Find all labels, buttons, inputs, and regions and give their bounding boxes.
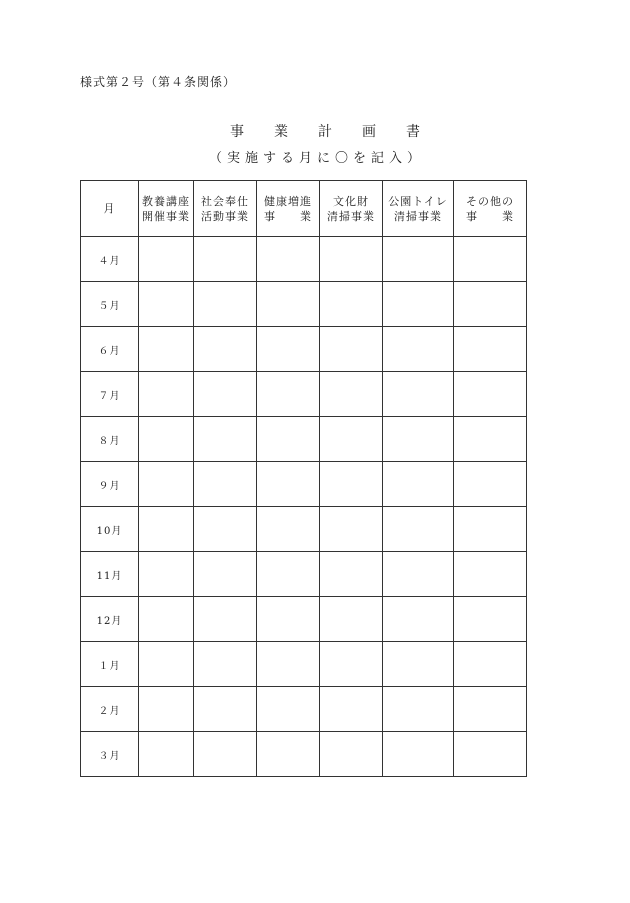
entry-cell-cultural-property[interactable]: [320, 417, 383, 462]
entry-cell-cultural-property[interactable]: [320, 597, 383, 642]
table-row: [81, 687, 527, 732]
entry-cell-health[interactable]: [257, 372, 320, 417]
entry-cell-social-service[interactable]: [194, 507, 257, 552]
table-row: [81, 642, 527, 687]
header-row: [81, 181, 527, 237]
column-header-education: [139, 181, 194, 237]
entry-cell-health[interactable]: [257, 642, 320, 687]
entry-cell-education[interactable]: [139, 462, 194, 507]
entry-cell-health[interactable]: [257, 462, 320, 507]
entry-cell-park-toilet[interactable]: [383, 237, 454, 282]
column-header-line: 公園トイレ: [388, 194, 448, 208]
entry-cell-park-toilet[interactable]: [383, 597, 454, 642]
table-row: [81, 327, 527, 372]
entry-cell-health[interactable]: [257, 687, 320, 732]
column-header-social-service: [194, 181, 257, 237]
business-plan-table: [80, 180, 527, 777]
entry-cell-education[interactable]: [139, 507, 194, 552]
entry-cell-other[interactable]: [454, 642, 527, 687]
table-row: [81, 462, 527, 507]
entry-cell-social-service[interactable]: [194, 552, 257, 597]
table-row: [81, 732, 527, 777]
entry-cell-social-service[interactable]: [194, 687, 257, 732]
entry-cell-park-toilet[interactable]: [383, 462, 454, 507]
entry-cell-park-toilet[interactable]: [383, 372, 454, 417]
column-header-line: 事 業: [264, 209, 312, 223]
month-label: ９月: [81, 462, 139, 507]
column-header-cultural-property: [320, 181, 383, 237]
month-label: １月: [81, 642, 139, 687]
entry-cell-park-toilet[interactable]: [383, 687, 454, 732]
column-header-line: 文化財: [333, 194, 369, 208]
entry-cell-park-toilet[interactable]: [383, 327, 454, 372]
column-header-other: [454, 181, 527, 237]
entry-cell-education[interactable]: [139, 282, 194, 327]
month-label: 11月: [81, 552, 139, 597]
column-header-line: 開催事業: [142, 209, 190, 223]
table-row: [81, 597, 527, 642]
month-label: ７月: [81, 372, 139, 417]
entry-cell-cultural-property[interactable]: [320, 732, 383, 777]
entry-cell-education[interactable]: [139, 597, 194, 642]
entry-cell-health[interactable]: [257, 237, 320, 282]
month-label: ６月: [81, 327, 139, 372]
column-header-line: 事 業: [466, 209, 514, 223]
column-header-line: 教養講座: [142, 194, 190, 208]
entry-cell-health[interactable]: [257, 507, 320, 552]
entry-cell-park-toilet[interactable]: [383, 642, 454, 687]
entry-cell-health[interactable]: [257, 282, 320, 327]
month-label: ５月: [81, 282, 139, 327]
table-row: [81, 507, 527, 552]
column-header-line: 社会奉仕: [201, 194, 249, 208]
entry-cell-cultural-property[interactable]: [320, 552, 383, 597]
entry-cell-park-toilet[interactable]: [383, 507, 454, 552]
column-header-line: 清掃事業: [394, 209, 442, 223]
entry-cell-education[interactable]: [139, 552, 194, 597]
column-header-line: 健康増進: [264, 194, 312, 208]
entry-cell-park-toilet[interactable]: [383, 417, 454, 462]
month-label: 10月: [81, 507, 139, 552]
entry-cell-other[interactable]: [454, 552, 527, 597]
entry-cell-other[interactable]: [454, 282, 527, 327]
entry-cell-education[interactable]: [139, 732, 194, 777]
entry-cell-park-toilet[interactable]: [383, 732, 454, 777]
entry-cell-social-service[interactable]: [194, 327, 257, 372]
entry-cell-social-service[interactable]: [194, 417, 257, 462]
month-label: ３月: [81, 732, 139, 777]
table-row: [81, 282, 527, 327]
entry-cell-other[interactable]: [454, 732, 527, 777]
column-header-line: 活動事業: [201, 209, 249, 223]
entry-cell-education[interactable]: [139, 237, 194, 282]
column-header-health: [257, 181, 320, 237]
month-label: ８月: [81, 417, 139, 462]
entry-cell-health[interactable]: [257, 732, 320, 777]
entry-cell-other[interactable]: [454, 687, 527, 732]
table-row: [81, 552, 527, 597]
month-label: ２月: [81, 687, 139, 732]
entry-cell-education[interactable]: [139, 372, 194, 417]
entry-cell-cultural-property[interactable]: [320, 687, 383, 732]
entry-cell-other[interactable]: [454, 327, 527, 372]
document-subtitle: （実施する月に〇を記入）: [208, 151, 425, 166]
entry-cell-education[interactable]: [139, 687, 194, 732]
entry-cell-cultural-property[interactable]: [320, 327, 383, 372]
entry-cell-other[interactable]: [454, 417, 527, 462]
month-label: 12月: [81, 597, 139, 642]
entry-cell-social-service[interactable]: [194, 597, 257, 642]
entry-cell-education[interactable]: [139, 417, 194, 462]
entry-cell-education[interactable]: [139, 327, 194, 372]
entry-cell-other[interactable]: [454, 237, 527, 282]
entry-cell-other[interactable]: [454, 462, 527, 507]
entry-cell-other[interactable]: [454, 507, 527, 552]
entry-cell-cultural-property[interactable]: [320, 372, 383, 417]
entry-cell-health[interactable]: [257, 597, 320, 642]
entry-cell-other[interactable]: [454, 372, 527, 417]
entry-cell-other[interactable]: [454, 597, 527, 642]
table-row: [81, 417, 527, 462]
entry-cell-park-toilet[interactable]: [383, 552, 454, 597]
entry-cell-cultural-property[interactable]: [320, 282, 383, 327]
column-header-park-toilet: [383, 181, 454, 237]
entry-cell-social-service[interactable]: [194, 642, 257, 687]
entry-cell-social-service[interactable]: [194, 237, 257, 282]
column-header-line: 清掃事業: [327, 209, 375, 223]
entry-cell-social-service[interactable]: [194, 372, 257, 417]
entry-cell-park-toilet[interactable]: [383, 282, 454, 327]
entry-cell-education[interactable]: [139, 642, 194, 687]
entry-cell-cultural-property[interactable]: [320, 642, 383, 687]
entry-cell-social-service[interactable]: [194, 732, 257, 777]
entry-cell-social-service[interactable]: [194, 282, 257, 327]
form-number: 様式第２号（第４条関係）: [80, 75, 237, 89]
table-row: [81, 372, 527, 417]
entry-cell-social-service[interactable]: [194, 462, 257, 507]
document-title: 事業計画書: [230, 124, 450, 140]
entry-cell-cultural-property[interactable]: [320, 462, 383, 507]
entry-cell-cultural-property[interactable]: [320, 507, 383, 552]
entry-cell-health[interactable]: [257, 552, 320, 597]
table-row: [81, 237, 527, 282]
month-column-header: 月: [81, 181, 139, 237]
entry-cell-health[interactable]: [257, 327, 320, 372]
column-header-line: その他の: [466, 194, 514, 208]
entry-cell-cultural-property[interactable]: [320, 237, 383, 282]
month-label: ４月: [81, 237, 139, 282]
entry-cell-health[interactable]: [257, 417, 320, 462]
